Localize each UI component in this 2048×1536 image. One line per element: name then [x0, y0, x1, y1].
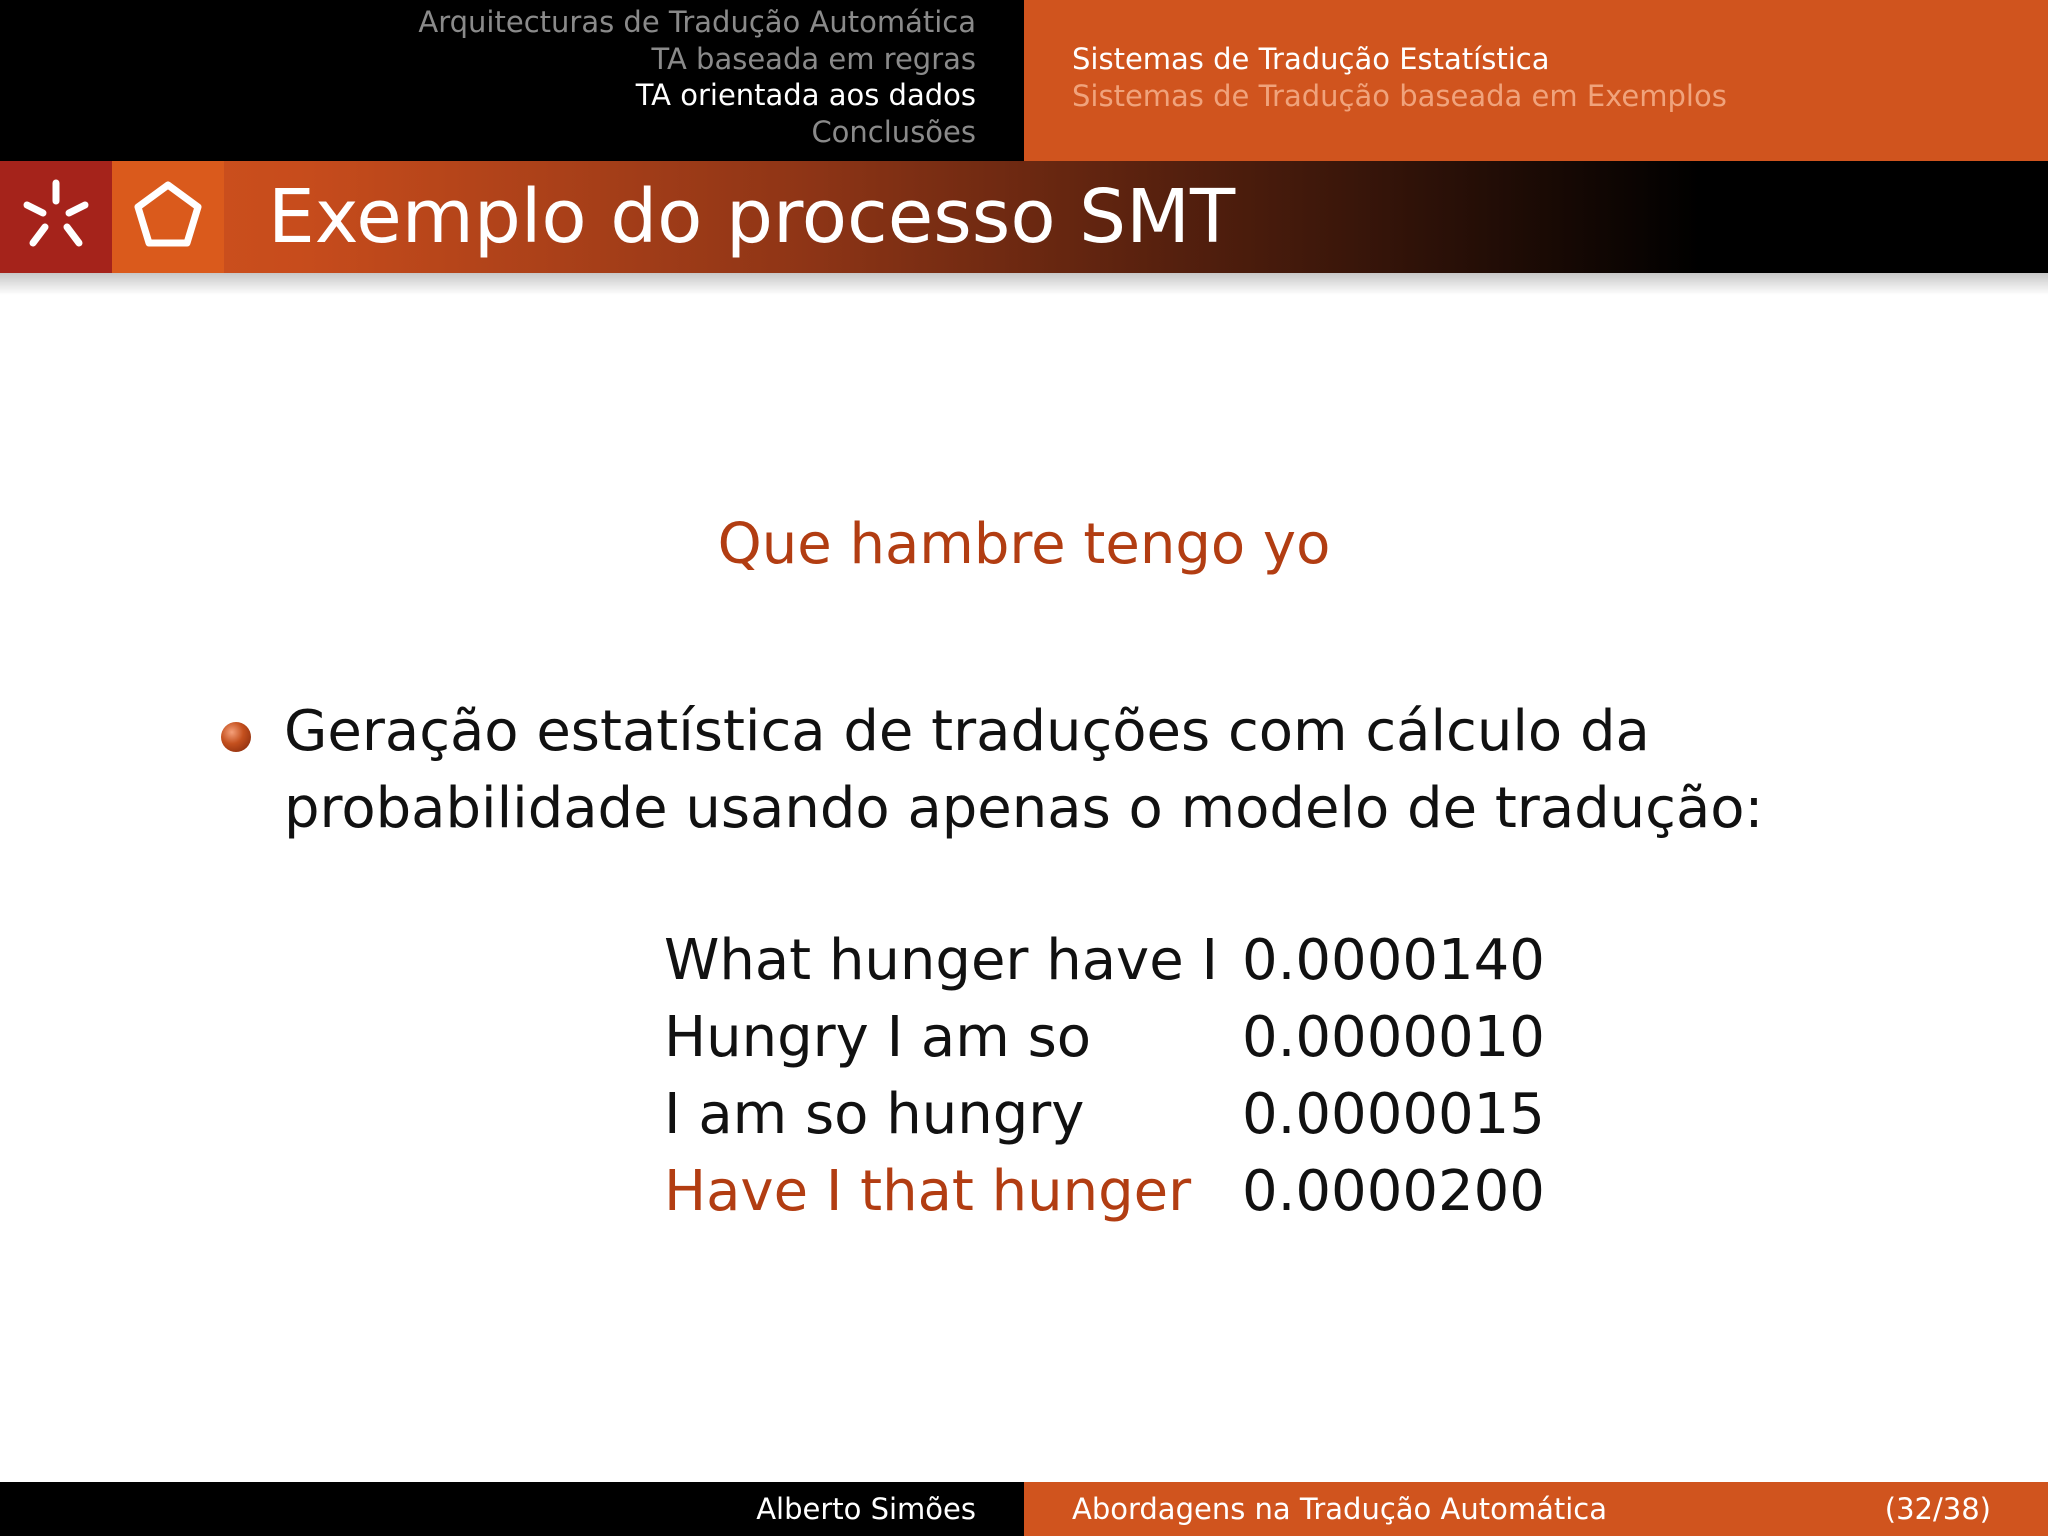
nav-section-conclusions[interactable]: Conclusões [811, 114, 976, 149]
nav-section-architectures[interactable]: Arquitecturas de Tradução Automática [418, 5, 976, 39]
footer-talk-title: Abordagens na Tradução Automática [1072, 1492, 1608, 1526]
frame-title: Exemplo do processo SMT [268, 174, 1236, 260]
school-logo [112, 161, 224, 273]
translation-probability: 0.0000010 [1242, 1005, 1545, 1070]
subsection-navigation [1024, 0, 2048, 161]
nav-section-rule-based[interactable]: TA baseada em regras [651, 41, 976, 76]
title-shadow [0, 273, 2048, 295]
university-symbol-icon [0, 161, 112, 273]
footer-author: Alberto Simões [756, 1492, 976, 1526]
translation-probability-table [664, 922, 1545, 1230]
pentagon-icon [112, 161, 224, 273]
translation-probability: 0.0000140 [1242, 928, 1545, 993]
frame-title-bar [0, 161, 2048, 273]
section-navigation [0, 0, 1024, 161]
bullet-text: Geração estatística de traduções com cálculo da probabilidade usando apenas o modelo de tradução: [284, 699, 1764, 841]
footer-page-number: (32/38) [1884, 1492, 1991, 1526]
table-row [664, 922, 1545, 999]
footer-author-bar [0, 1482, 1024, 1536]
translation-sentence: Have I that hunger [664, 1159, 1192, 1224]
table-row-highlighted [664, 1153, 1545, 1230]
table-row [664, 1076, 1545, 1153]
bullet-ball-icon [221, 722, 251, 752]
translation-sentence: Hungry I am so [664, 1005, 1092, 1070]
translation-probability: 0.0000015 [1242, 1082, 1545, 1147]
nav-subsection-statistical[interactable]: Sistemas de Tradução Estatística [1072, 42, 1550, 76]
nav-subsection-example-based[interactable]: Sistemas de Tradução baseada em Exemplos [1072, 78, 1727, 113]
nav-section-data-driven[interactable]: TA orientada aos dados [635, 78, 976, 112]
translation-sentence: What hunger have I [664, 928, 1218, 993]
navigation-bar [0, 0, 2048, 161]
translation-sentence: I am so hungry [664, 1082, 1085, 1147]
university-logo [0, 161, 112, 273]
table-row [664, 999, 1545, 1076]
source-sentence: Que hambre tengo yo [717, 512, 1331, 577]
translation-probability: 0.0000200 [1242, 1159, 1545, 1224]
footer-title-bar [1024, 1482, 2048, 1536]
